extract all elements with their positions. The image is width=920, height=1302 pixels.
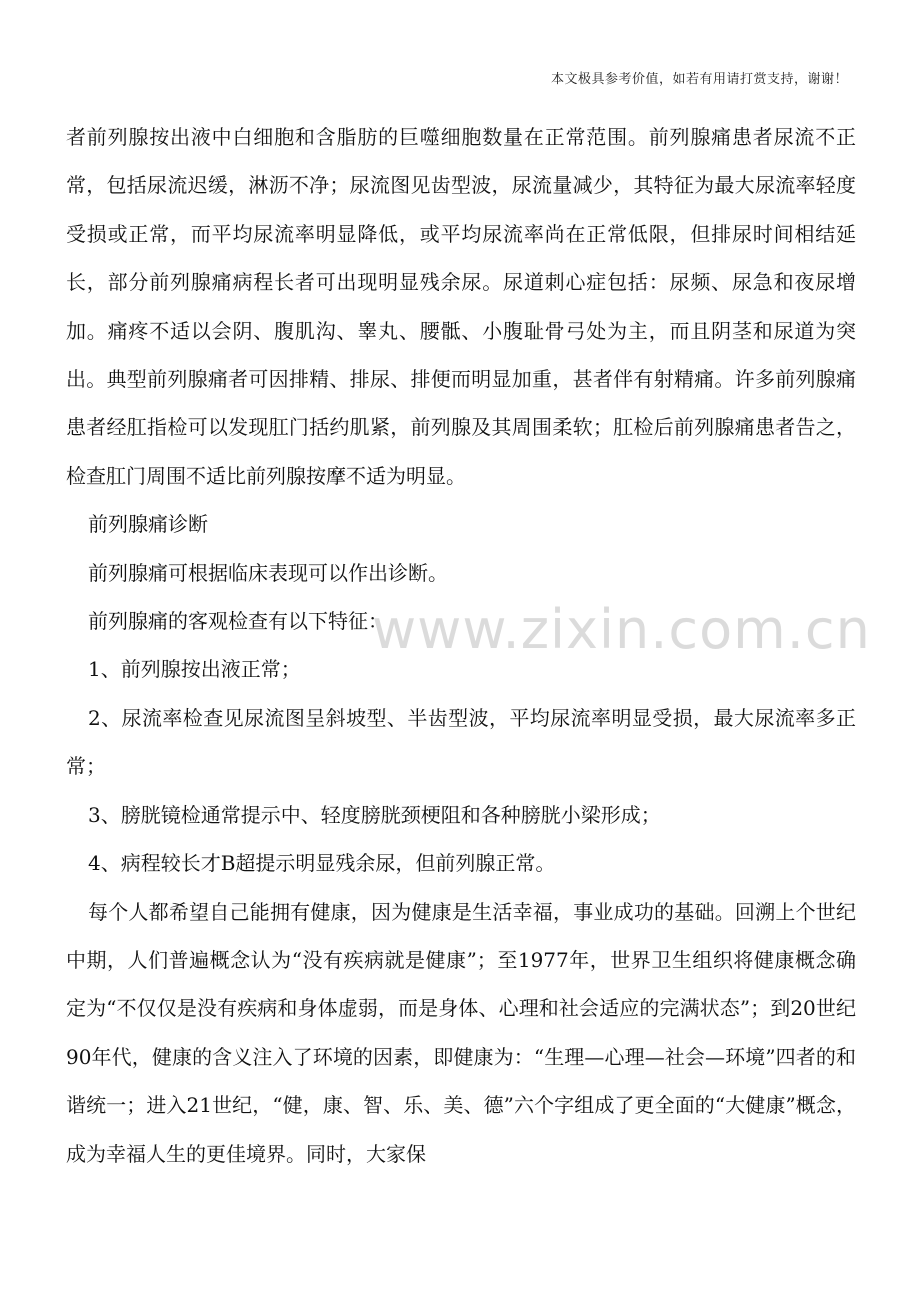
list-item: 3、膀胱镜检通常提示中、轻度膀胱颈梗阻和各种膀胱小梁形成； [88,802,661,827]
paragraph-objective-exam: 前列腺痛的客观检查有以下特征： [88,609,388,634]
section-heading-diagnosis: 前列腺痛诊断 [88,512,208,537]
watermark: www.zixin.com.cn [372,598,871,661]
list-item: 4、病程较长才B超提示明显残余尿，但前列腺正常。 [88,851,556,876]
paragraph-symptoms: 者前列腺按出液中白细胞和含脂肪的巨噬细胞数量在正常范围。前列腺痛患者尿流不正常，包括尿流迟缓，淋沥不净；尿流图见齿型波，尿流量减少，其特征为最大尿流率轻度受损或正常，而平均尿流率明显降低，或平均尿流率尚在正常低限，但排尿时间相结延长，部分前列腺痛病程长者可出现明显残余尿。尿道刺心症包括：尿频、尿急和夜尿增加。痛疼不适以会阴、腹肌沟、睾丸、腰骶、小腹耻骨弓处为主，而且阴茎和尿道为突出。典型前列腺痛者可因排精、排尿、排便而明显加重，甚者伴有射精痛。许多前列腺痛患者经肛指检可以发现肛门括约肌紧，前列腺及其周围柔软；肛检后前列腺痛患者告之，检查肛门周围不适比前列腺按摩不适为明显。 [66,125,856,488]
paragraph-diagnosis: 前列腺痛可根据临床表现可以作出诊断。 [88,560,448,585]
header-note: 本文极具参考价值，如若有用请打赏支持，谢谢！ [550,72,848,87]
document-body [66,113,856,1178]
list-item: 1、前列腺按出液正常； [88,657,301,682]
list-item: 2、尿流率检查见尿流图呈斜坡型、半齿型波，平均尿流率明显受损，最大尿流率多正常； [66,705,856,779]
paragraph-health: 每个人都希望自己能拥有健康，因为健康是生活幸福，事业成功的基础。回溯上个世纪中期，人们普遍概念认为“没有疾病就是健康”；至1977年，世界卫生组织将健康概念确定为“不仅仅是没有疾病和身体虚弱，而是身体、心理和社会适应的完满状态”；到20世纪90年代，健康的含义注入了环境的因素，即健康为：“生理—心理—社会—环境”四者的和谐统一；进入21世纪，“健，康、智、乐、美、德”六个字组成了更全面的“大健康”概念，成为幸福人生的更佳境界。同时，大家保 [66,899,856,1166]
